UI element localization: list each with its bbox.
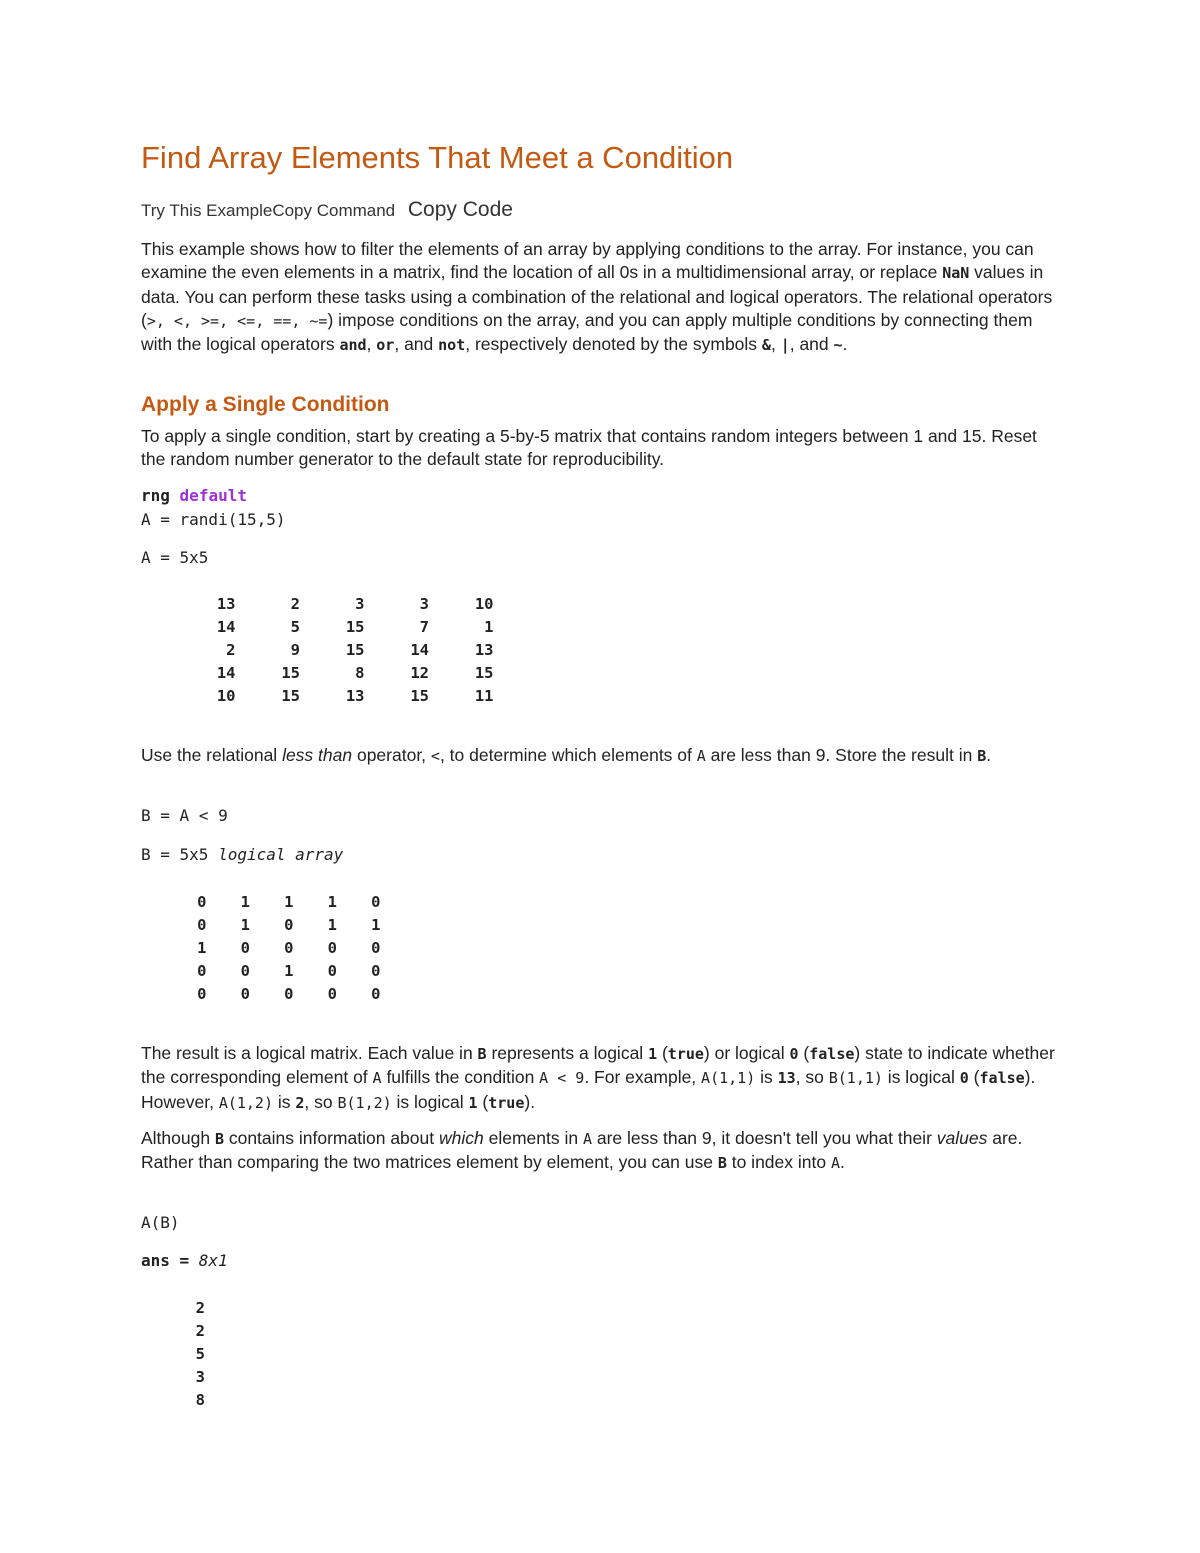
matrix-b-cell: 1 (284, 892, 294, 911)
matrix-a-cell: 12 (410, 663, 429, 682)
matrix-a-cell: 14 (216, 663, 236, 682)
section-paragraph-2: Use the relational less than operator, <, to determine which elements of A are less than 9. Store the result in B. (141, 745, 992, 765)
copy-command-link[interactable]: Copy Command (272, 201, 396, 220)
matrix-b-cell: 0 (197, 915, 207, 934)
matrix-a-cell: 3 (419, 594, 429, 613)
matrix-b-cell: 0 (240, 961, 250, 980)
matrix-a-cell: 15 (345, 617, 365, 636)
ans-row (185, 1342, 205, 1365)
matrix-a-cell: 13 (216, 594, 236, 613)
matrix-b-cell: 0 (371, 984, 381, 1003)
ans-row (185, 1296, 205, 1319)
matrix-b-cell: 0 (327, 961, 337, 980)
section-heading: Apply a Single Condition (141, 393, 390, 416)
copy-code-link[interactable]: Copy Code (407, 198, 513, 221)
matrix-b-cell: 0 (371, 961, 381, 980)
matrix-b-cell: 0 (197, 892, 207, 911)
matrix-a-cell: 7 (419, 617, 429, 636)
matrix-b-cell: 0 (371, 892, 381, 911)
code-b: B = A < 9 (141, 806, 228, 825)
ans-row (185, 1388, 205, 1411)
matrix-b-cell: 0 (197, 961, 207, 980)
page-title: Find Array Elements That Meet a Condition (141, 140, 734, 175)
matrix-a-cell: 10 (474, 594, 494, 613)
output-b-header: B = 5x5 logical array (141, 845, 344, 864)
matrix-a-cell: 11 (474, 686, 494, 705)
matrix-b-cell: 1 (240, 892, 250, 911)
matrix-a-row (171, 592, 494, 615)
matrix-b-cell: 0 (327, 984, 337, 1003)
ans-row (185, 1319, 205, 1342)
matrix-a-row (171, 615, 494, 638)
output-ans-header: ans = 8x1 (141, 1251, 228, 1270)
code-rng: rng default (141, 486, 247, 505)
matrix-b-cell: 0 (284, 984, 294, 1003)
matrix-a-cell: 10 (216, 686, 236, 705)
section-paragraph-1: To apply a single condition, start by creating a 5-by-5 matrix that contains random integers between 1 and 15. Reset the random number generator to the default state for reproducibility. (141, 426, 1037, 470)
ans-output (185, 1296, 205, 1411)
try-example-link[interactable]: Try This Example (141, 201, 273, 220)
section-paragraph-3: The result is a logical matrix. Each value in B represents a logical 1 (true) or logical 0 (false) state to indicate whether the corresponding element of A fulfills the condition A < 9. For example, A(1,1) is 13, so B(1,1) is logical 0 (false). However, A(1,2) is 2, so B(1,2) is logical 1 (true). (141, 1043, 1055, 1112)
matrix-a-cell: 15 (474, 663, 494, 682)
matrix-a-cell: 9 (290, 640, 300, 659)
matrix-a-output (171, 592, 494, 707)
matrix-b-cell: 1 (327, 915, 337, 934)
ans-cell: 5 (195, 1344, 205, 1363)
ans-row (185, 1365, 205, 1388)
section-paragraph-4: Although B contains information about which elements in A are less than 9, it doesn't tell you what their values are. Rather than comparing the two matrices element by element, you can use B to index into A. (141, 1128, 1023, 1173)
ans-cell: 3 (195, 1367, 205, 1386)
matrix-a-cell: 2 (226, 640, 236, 659)
code-ab: A(B) (141, 1213, 180, 1232)
matrix-b-cell: 1 (197, 938, 207, 957)
matrix-a-cell: 15 (345, 640, 365, 659)
code-randi: A = randi(15,5) (141, 510, 286, 529)
matrix-a-cell: 8 (355, 663, 365, 682)
ans-cell: 8 (195, 1390, 205, 1409)
matrix-b-cell: 0 (197, 984, 207, 1003)
matrix-a-row (171, 638, 494, 661)
matrix-a-cell: 14 (216, 617, 236, 636)
matrix-b-row (163, 936, 381, 959)
matrix-a-cell: 5 (290, 617, 300, 636)
matrix-a-cell: 15 (410, 686, 429, 705)
matrix-b-row (163, 959, 381, 982)
matrix-a-cell: 14 (410, 640, 429, 659)
ans-cell: 2 (195, 1321, 205, 1340)
matrix-a-row (171, 661, 494, 684)
matrix-b-cell: 0 (240, 984, 250, 1003)
matrix-a-row (171, 684, 494, 707)
matrix-b-cell: 1 (240, 915, 250, 934)
matrix-a-cell: 15 (281, 686, 300, 705)
matrix-b-cell: 1 (371, 915, 381, 934)
matrix-b-cell: 0 (371, 938, 381, 957)
matrix-a-cell: 3 (355, 594, 365, 613)
matrix-b-cell: 0 (284, 915, 294, 934)
try-example-bar (141, 198, 513, 222)
matrix-b-cell: 1 (284, 961, 294, 980)
intro-paragraph: This example shows how to filter the elements of an array by applying conditions to the array. For instance, you can examine the even elements in a matrix, find the location of all 0s in a multidimensional array, or replace NaN values in data. You can perform these tasks using a combination of the relational and logical operators. The relational operators (>, <, >=, <=, ==, ~=) impose conditions on the array, and you can apply multiple conditions by connecting them with the logical operators and, or, and not, respectively denoted by the symbols &, |, and ~. (141, 239, 1053, 355)
matrix-b-row (163, 982, 381, 1005)
matrix-b-row (163, 890, 381, 913)
matrix-b-cell: 1 (327, 892, 337, 911)
matrix-a-cell: 13 (474, 640, 494, 659)
ans-cell: 2 (195, 1298, 205, 1317)
matrix-a-cell: 15 (281, 663, 300, 682)
output-a-header: A = 5x5 (141, 548, 209, 567)
matrix-a-cell: 2 (290, 594, 300, 613)
matrix-a-cell: 13 (345, 686, 365, 705)
matrix-a-cell: 1 (484, 617, 494, 636)
matrix-b-cell: 0 (327, 938, 337, 957)
matrix-b-row (163, 913, 381, 936)
matrix-b-cell: 0 (284, 938, 294, 957)
matrix-b-cell: 0 (240, 938, 250, 957)
matrix-b-output (163, 890, 381, 1005)
